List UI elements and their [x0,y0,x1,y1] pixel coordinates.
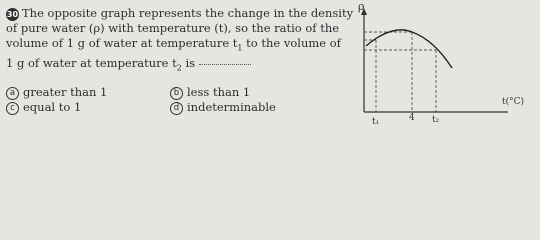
stem-line-1: 30 The opposite graph represents the change in the density [6,6,354,20]
choice-c-text: equal to 1 [23,100,82,114]
x-axis-label: t(°C) [502,97,525,107]
choice-a-marker: a [6,87,19,100]
tick-t1: t₁ [372,117,380,127]
choice-b-text: less than 1 [187,85,251,99]
stem-line-3: volume of 1 g of water at temperature $t_1$ to the volume of [6,36,341,53]
question-block [6,6,358,114]
choice-d-text: indeterminable [187,100,276,114]
choice-c[interactable] [6,100,81,115]
density-curve [366,30,452,68]
question-number: 30 [6,10,19,19]
density-graph [352,0,540,133]
choice-d-marker: d [170,102,183,115]
question-stem [6,6,358,75]
choice-a-text: greater than 1 [23,85,108,99]
choice-a[interactable] [6,85,107,100]
stem-line-2: of pure water (ρ) with temperature (t), so the ratio of the [6,21,340,36]
stem-line-4: 1 g of water at temperature $t_2$ is [6,56,358,76]
tick-t2: t₂ [432,115,440,125]
choice-d[interactable] [170,100,276,115]
y-axis-label: ρ [358,0,365,13]
answer-blank [199,63,251,65]
choice-c-marker: c [6,102,19,115]
tick-4: 4 [409,113,415,123]
choice-b-marker: b [170,87,183,100]
choice-b[interactable] [170,85,250,100]
